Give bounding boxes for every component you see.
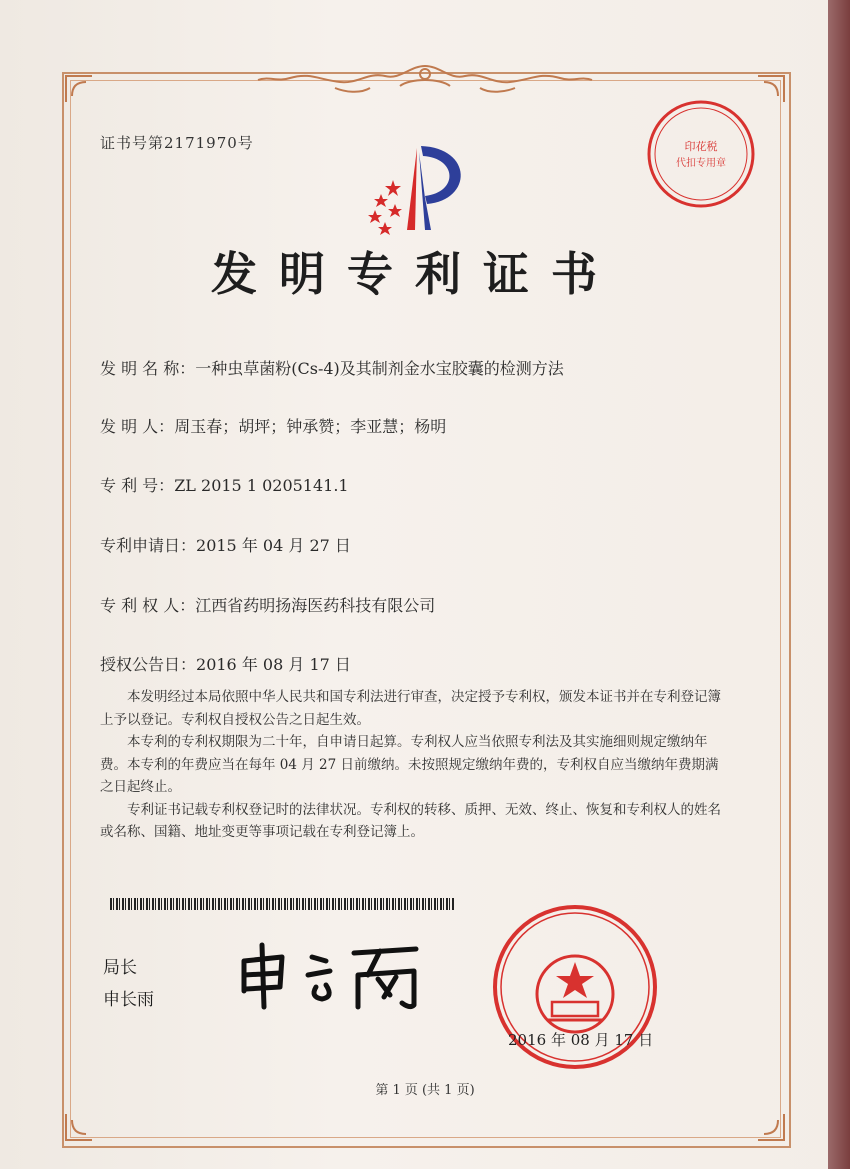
- director-title: 局长: [103, 958, 137, 978]
- certificate-number: 证书号第2171970号: [100, 134, 254, 152]
- director-name: 申长雨: [103, 990, 154, 1010]
- invention-name-label: 发 明 名 称：: [100, 359, 196, 378]
- svg-text:代扣专用章: 代扣专用章: [676, 158, 726, 169]
- patentee-label: 专 利 权 人：: [100, 596, 196, 615]
- body-paragraph-1: 本发明经过本局依照中华人民共和国专利法进行审查，决定授予专利权，颁发本证书并在专利登记簿上予以登记。专利权自授权公告之日起生效。: [100, 689, 721, 728]
- barcode: [110, 898, 455, 910]
- patent-no-value: ZL 2015 1 0205141.1: [174, 476, 349, 495]
- grant-date-value: 2016 年 08 月 17 日: [196, 655, 351, 674]
- corner-ornament-tr: [756, 74, 786, 104]
- tax-stamp: [645, 98, 757, 210]
- invention-name-value: 一种虫草菌粉(Cs-4)及其制剂金水宝胶囊的检测方法: [195, 359, 564, 378]
- field-inventors: [100, 414, 446, 437]
- corner-ornament-bl: [64, 1112, 94, 1142]
- binding-spine: [828, 0, 850, 1169]
- seal-date: 2016 年 08 月 17 日: [508, 1031, 654, 1049]
- field-patentee: [100, 593, 435, 616]
- svg-text:印花税: 印花税: [684, 140, 718, 153]
- field-grant-date: [100, 652, 351, 675]
- inventor-label: 发 明 人：: [100, 417, 175, 436]
- patent-office-logo: [355, 138, 485, 238]
- grant-date-label: 授权公告日：: [100, 655, 197, 674]
- certificate-body: [100, 686, 722, 844]
- inventors-value: 周玉春；胡坪；钟承赞；李亚慧；杨明: [174, 417, 447, 436]
- filing-date-label: 专利申请日：: [100, 536, 197, 555]
- field-filing-date: [100, 533, 351, 556]
- patent-no-label: 专 利 号：: [100, 476, 175, 495]
- body-paragraph-2: 本专利的专利权期限为二十年，自申请日起算。专利权人应当依照专利法及其实施细则规定缴纳年费。本专利的年费应当在每年 04 月 27 日前缴纳。未按照规定缴纳年费的，专利权自应当缴纳年费期满之日起终止。: [100, 734, 719, 795]
- page-indicator: 第 1 页 (共 1 页): [375, 1083, 475, 1098]
- field-patent-number: [100, 473, 349, 496]
- certificate-title: 发明专利证书: [211, 247, 619, 301]
- corner-ornament-br: [756, 1112, 786, 1142]
- director-block: [103, 952, 154, 1016]
- filing-date-value: 2015 年 04 月 27 日: [196, 536, 351, 555]
- body-paragraph-3: 专利证书记载专利权登记时的法律状况。专利权的转移、质押、无效、终止、恢复和专利权人的姓名或名称、国籍、地址变更等事项记载在专利登记簿上。: [100, 801, 721, 840]
- field-invention-name: [100, 356, 564, 379]
- corner-ornament-tl: [64, 74, 94, 104]
- handwritten-signature: [230, 935, 430, 1015]
- top-ornament: [250, 58, 600, 98]
- patentee-value: 江西省药明扬海医药科技有限公司: [195, 596, 436, 615]
